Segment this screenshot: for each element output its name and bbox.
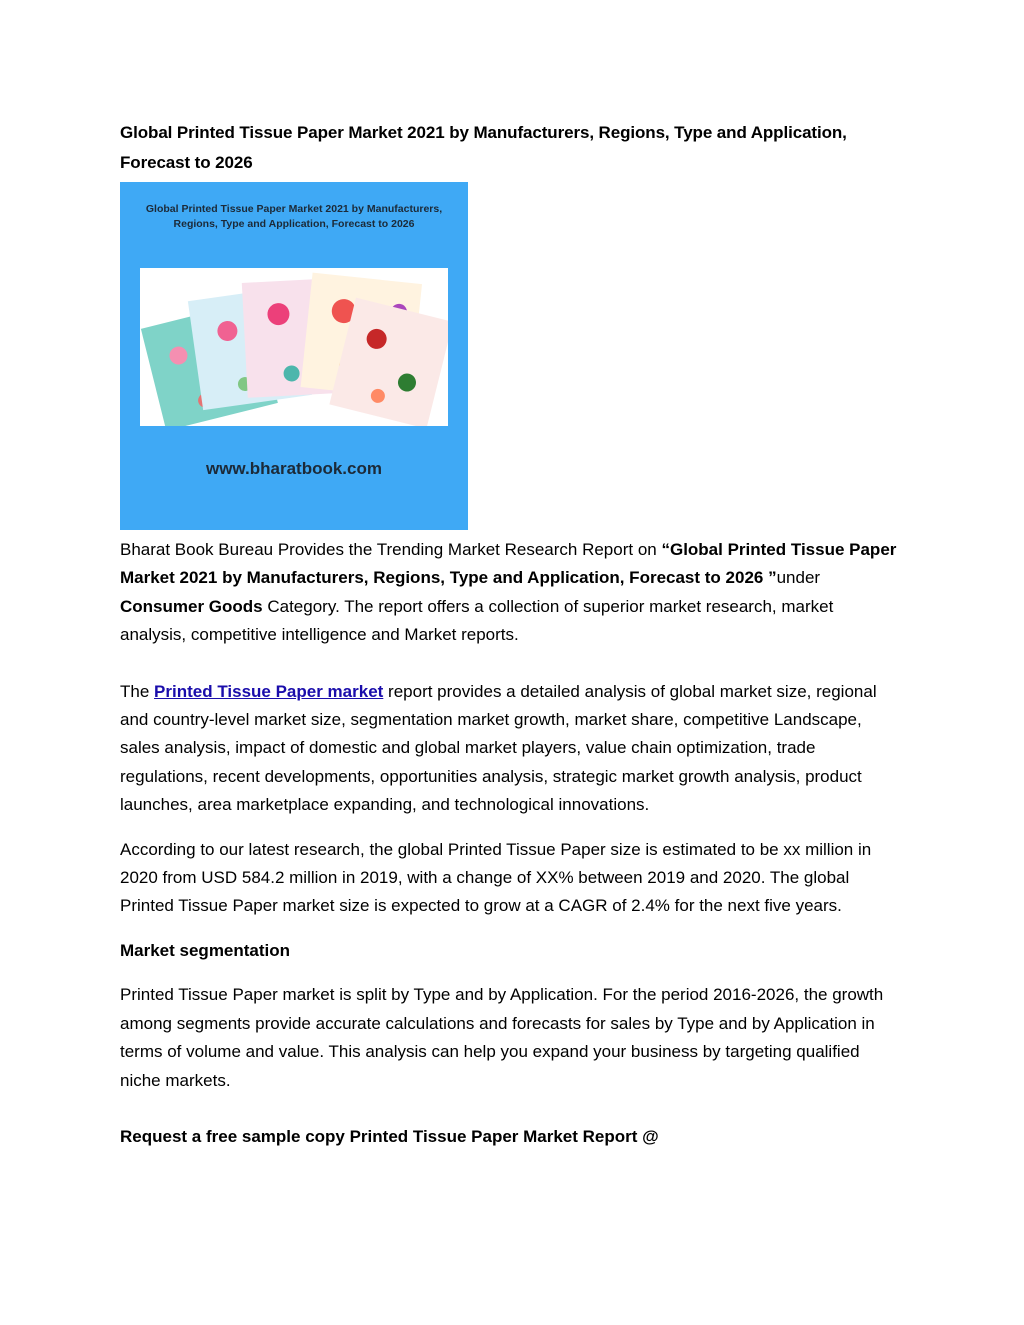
printed-tissue-paper-market-link[interactable]: Printed Tissue Paper market [154,681,384,701]
tissue-paper-stack-illustration [140,268,448,426]
segmentation-heading: Market segmentation [120,940,291,960]
cover-heading: Global Printed Tissue Paper Market 2021 by Manufacturers, Regions, Type and Application, Forecast to 2026 [145,203,443,230]
floral-tissue-paper-image [140,268,448,426]
category-name: Consumer Goods [120,596,263,616]
document-title: Global Printed Tissue Paper Market 2021 by Manufacturers, Regions, Type and Application, Forecast to 2026 [120,123,847,172]
report-name: “Global Printed Tissue Paper Market 2021 by Manufacturers, Regions, Type and Application, Forecast to 2026 ” [120,540,897,588]
intro-lead: Bharat Book Bureau Provides the Trending Market Research Report on [120,540,662,559]
analysis-lead: The [120,681,155,701]
segmentation-paragraph: Printed Tissue Paper market is split by Type and by Application. For the period 2016-2026, the growth among segments provide accurate calculations and forecasts for sales by Type and by Application in terms of volume and value. This analysis can help you expand your business by targeting qualified niche markets. [120,985,884,1090]
analysis-rest: report provides a detailed analysis of global market size, regional and country-level market size, segmentation market growth, market share, competitive Landscape, sales analysis, impact of domestic and global market players, value chain optimization, trade regulations, recent developments, opportunities analysis, strategic market growth analysis, product launches, area marketplace expanding, and technological innovations. [120,681,877,815]
intro-paragraph [120,536,900,650]
document-page [120,118,900,1151]
request-sample-text: Request a free sample copy Printed Tissue Paper Market Report @ [120,1126,659,1146]
intro-under: under [776,568,821,588]
intro-rest: Category. The report offers a collection of superior market research, market analysis, competitive intelligence and Market reports. [120,596,834,645]
research-paragraph: According to our latest research, the global Printed Tissue Paper size is estimated to be xx million in 2020 from USD 584.2 million in 2019, with a change of XX% between 2019 and 2020. The global Printed Tissue Paper market size is expected to grow at a CAGR of 2.4% for the next five years. [120,839,872,916]
analysis-paragraph [120,678,900,820]
cover-image [120,182,468,530]
cover-url: www.bharatbook.com [205,459,382,478]
